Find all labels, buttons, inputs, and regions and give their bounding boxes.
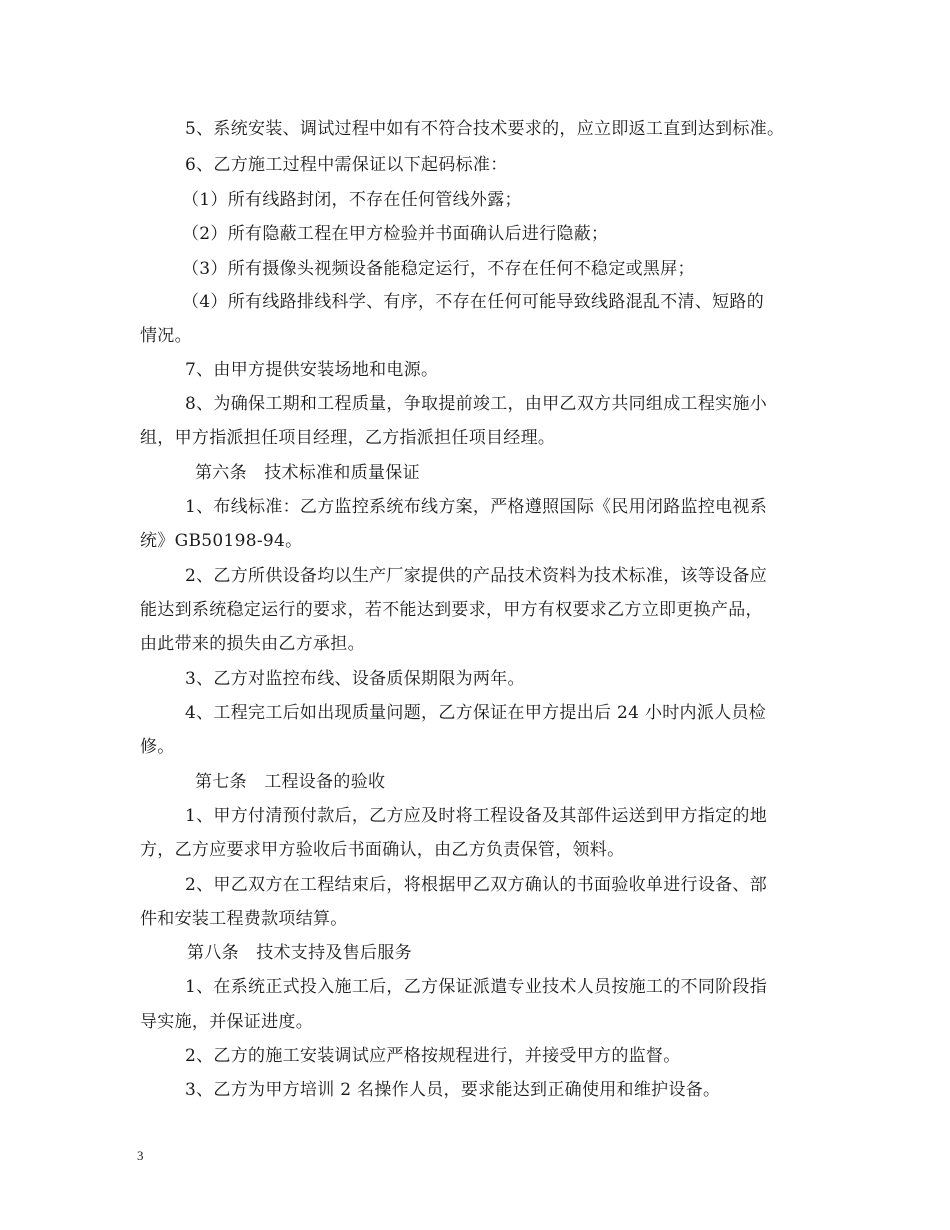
paragraph-line: 情况。 [140, 326, 192, 346]
paragraph-line: 1、布线标准：乙方监控系统布线方案，严格遵照国际《民用闭路监控电视系 [185, 497, 768, 517]
paragraph-line: 5、系统安装、调试过程中如有不符合技术要求的，应立即返工直到达到标准。 [185, 119, 785, 139]
paragraph-line: 导实施，并保证进度。 [140, 1012, 313, 1032]
paragraph-line: 由此带来的损失由乙方承担。 [140, 634, 365, 654]
paragraph-line: 1、甲方付清预付款后，乙方应及时将工程设备及其部件运送到甲方指定的地 [185, 806, 768, 826]
list-item-line: （2）所有隐蔽工程在甲方检验并书面确认后进行隐蔽； [182, 224, 609, 244]
paragraph-line: 4、工程完工后如出现质量问题，乙方保证在甲方提出后 24 小时内派人员检 [185, 703, 767, 723]
paragraph-line: 组，甲方指派担任项目经理，乙方指派担任项目经理。 [140, 428, 556, 448]
list-item-line: （4）所有线路排线科学、有序，不存在任何可能导致线路混乱不清、短路的 [182, 292, 765, 312]
section-heading: 第七条 工程设备的验收 [195, 772, 386, 792]
section-heading: 第六条 技术标准和质量保证 [195, 463, 420, 483]
page-number: 3 [137, 1148, 144, 1163]
paragraph-line: 修。 [140, 737, 175, 757]
paragraph-line: 8、为确保工期和工程质量，争取提前竣工，由甲乙双方共同组成工程实施小 [185, 394, 768, 414]
paragraph-line: 3、乙方对监控布线、设备质保期限为两年。 [185, 669, 525, 689]
paragraph-line: 能达到系统稳定运行的要求，若不能达到要求，甲方有权要求乙方立即更换产品， [140, 600, 763, 620]
list-item-line: （3）所有摄像头视频设备能稳定运行，不存在任何不稳定或黑屏； [182, 259, 695, 279]
section-heading: 第八条 技术支持及售后服务 [187, 943, 412, 963]
paragraph-line: 2、甲乙双方在工程结束后，将根据甲乙双方确认的书面验收单进行设备、部 [185, 875, 768, 895]
paragraph-line: 方，乙方应要求甲方验收后书面确认，由乙方负责保管，领料。 [140, 840, 625, 860]
paragraph-line: 件和安装工程费款项结算。 [140, 909, 348, 929]
paragraph-line: 7、由甲方提供安装场地和电源。 [185, 360, 439, 380]
list-item-line: （1）所有线路封闭，不存在任何管线外露； [182, 190, 522, 210]
paragraph-line: 3、乙方为甲方培训 2 名操作人员，要求能达到正确使用和维护设备。 [185, 1080, 721, 1100]
paragraph-line: 2、乙方的施工安装调试应严格按规程进行，并接受甲方的监督。 [185, 1046, 681, 1066]
paragraph-line: 6、乙方施工过程中需保证以下起码标准： [185, 155, 508, 175]
paragraph-line: 2、乙方所供设备均以生产厂家提供的产品技术资料为技术标准，该等设备应 [185, 566, 768, 586]
paragraph-line: 1、在系统正式投入施工后，乙方保证派遣专业技术人员按施工的不同阶段指 [185, 977, 768, 997]
paragraph-line: 统》GB50198-94。 [140, 531, 303, 551]
